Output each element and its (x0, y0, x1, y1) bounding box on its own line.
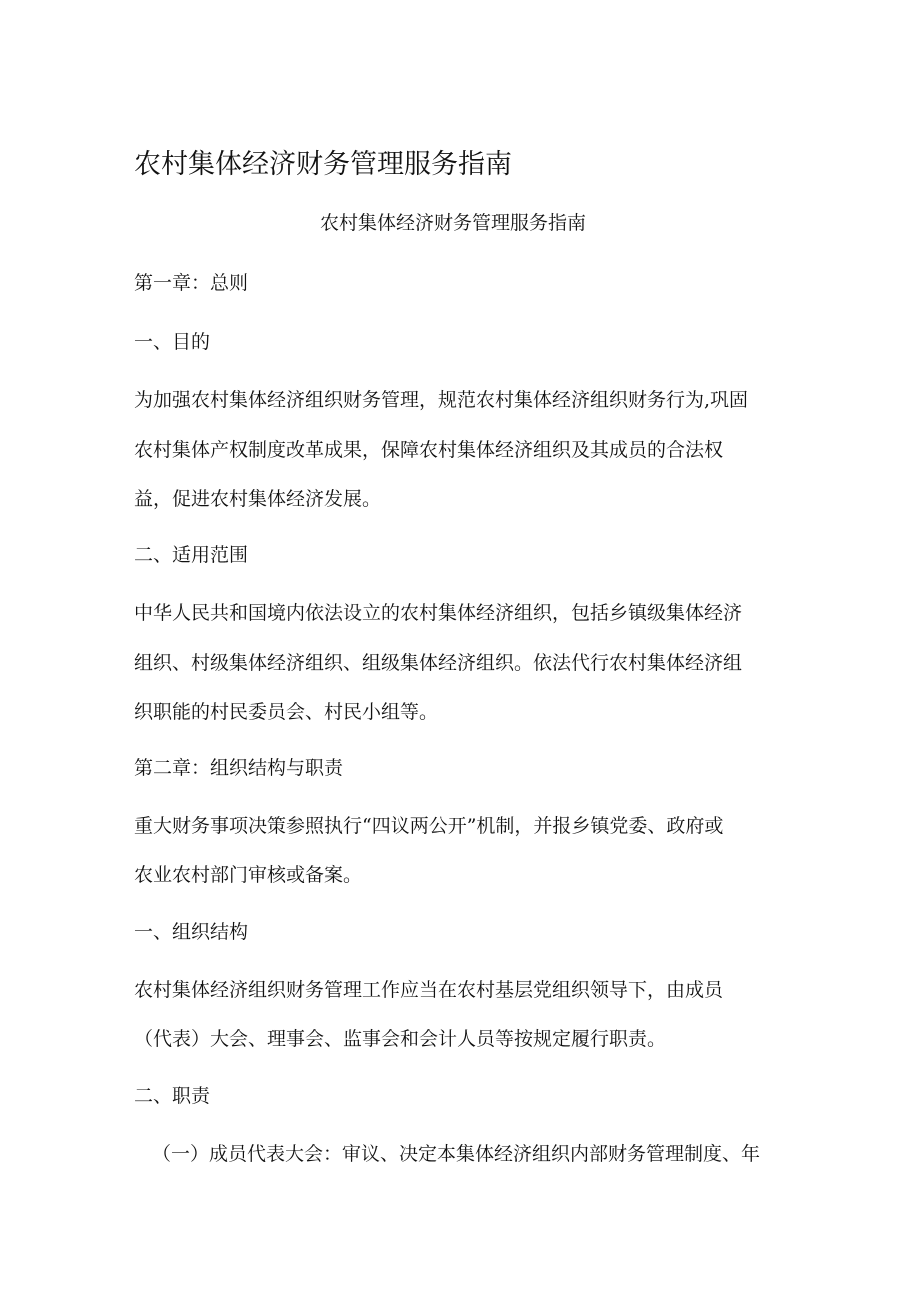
section-heading: 二、职责 (134, 1085, 211, 1107)
document-title: 农村集体经济财务管理服务指南 (134, 149, 512, 180)
paragraph-line: 织职能的村民委员会、村民小组等。 (134, 701, 439, 723)
section-heading: 一、组织结构 (134, 921, 249, 943)
paragraph-line: 农村集体经济组织财务管理工作应当在农村基层党组织领导下，由成员 (134, 979, 724, 1001)
paragraph-line: 农业农村部门审核或备案。 (134, 864, 363, 886)
paragraph-line: 农村集体产权制度改革成果，保障农村集体经济组织及其成员的合法权 (134, 439, 724, 461)
section-heading: 一、目的 (134, 331, 211, 353)
chapter-heading: 第二章：组织结构与职责 (134, 757, 344, 779)
paragraph-line: 组织、村级集体经济组织、组级集体经济组织。依法代行农村集体经济组 (134, 652, 743, 674)
document-subtitle: 农村集体经济财务管理服务指南 (320, 212, 587, 234)
paragraph-line: 为加强农村集体经济组织财务管理，规范农村集体经济组织财务行为,巩固 (134, 389, 749, 411)
section-heading: 二、适用范围 (134, 544, 249, 566)
paragraph-line: 益，促进农村集体经济发展。 (134, 488, 382, 510)
chapter-heading: 第一章：总则 (134, 272, 249, 294)
paragraph-line: （代表）大会、理事会、监事会和会计人员等按规定履行职责。 (134, 1028, 667, 1050)
paragraph-line: 重大财务事项决策参照执行“四议两公开”机制，并报乡镇党委、政府或 (134, 815, 724, 837)
paragraph-line: 中华人民共和国境内依法设立的农村集体经济组织，包括乡镇级集体经济 (134, 602, 743, 624)
paragraph-line: （一）成员代表大会：审议、决定本集体经济组织内部财务管理制度、年 (152, 1143, 761, 1165)
